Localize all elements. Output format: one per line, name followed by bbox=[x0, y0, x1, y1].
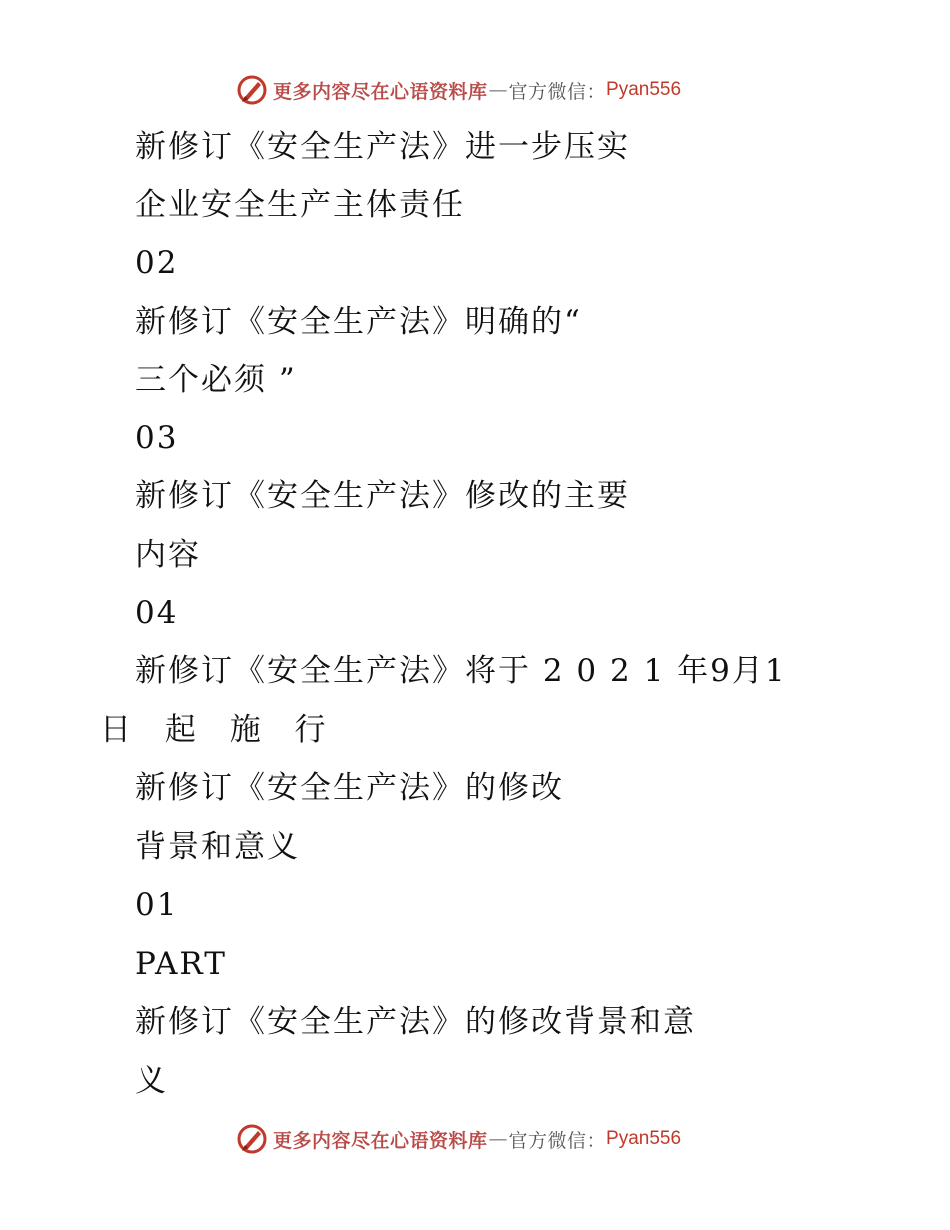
text-line-5: 三个必须 ” bbox=[135, 362, 297, 398]
section-number-03: 03 bbox=[135, 420, 179, 456]
section-number-04: 04 bbox=[135, 595, 179, 631]
text-line-16: 新修订《安全生产法》的修改背景和意 bbox=[135, 1004, 696, 1040]
pen-logo-icon bbox=[235, 1122, 269, 1156]
watermark-wechat-id: Pyan556 bbox=[606, 1128, 682, 1149]
text-line-17: 义 bbox=[135, 1063, 168, 1099]
text-line-13: 背景和意义 bbox=[135, 829, 300, 865]
section-number-01: 01 bbox=[135, 887, 179, 923]
watermark-wechat-id: Pyan556 bbox=[606, 79, 682, 100]
watermark-footer bbox=[235, 1122, 681, 1156]
text-line-12: 新修订《安全生产法》的修改 bbox=[135, 770, 564, 806]
text-line-4: 新修订《安全生产法》明确的“ bbox=[135, 304, 582, 340]
text-line-11: 日 起 施 行 bbox=[100, 712, 338, 748]
part-label: PART bbox=[135, 946, 227, 982]
text-line-7: 新修订《安全生产法》修改的主要 bbox=[135, 478, 630, 514]
watermark-brand-text: 更多内容尽在心语资料库 bbox=[273, 80, 488, 103]
watermark-official-label: 官方微信： bbox=[508, 1129, 607, 1152]
text-line-10: 新修订《安全生产法》将于 2 0 2 1 年9月1 bbox=[135, 653, 787, 689]
text-line-2: 企业安全生产主体责任 bbox=[135, 187, 465, 223]
watermark-dash: — bbox=[488, 79, 508, 101]
text-line-1: 新修订《安全生产法》进一步压实 bbox=[135, 129, 630, 165]
watermark-dash: — bbox=[488, 1128, 508, 1150]
text-line-8: 内容 bbox=[135, 537, 201, 573]
watermark-brand-text: 更多内容尽在心语资料库 bbox=[273, 1129, 488, 1152]
section-number-02: 02 bbox=[135, 245, 179, 281]
watermark-official-label: 官方微信： bbox=[508, 80, 607, 103]
